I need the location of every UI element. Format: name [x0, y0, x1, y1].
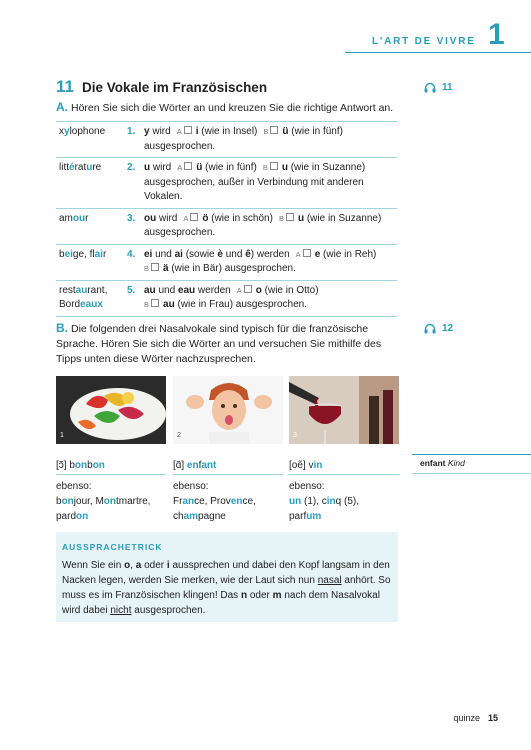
table-row — [56, 158, 397, 209]
row-text: y wird A i (wie in Insel) B ü (wie in fünf) ausgesprochen. — [141, 122, 397, 158]
header-title: L'ART DE VIVRE — [372, 36, 476, 47]
gloss-top-line — [412, 454, 531, 455]
headphones-icon — [424, 323, 436, 334]
part-b-text: Die folgenden drei Nasalvokale sind typisch für die französische Sprache. Hören Sie sich die Wörter an und versuchen Sie mithilfe des Tipps unten diese Wörter nachzusprechen. — [56, 323, 382, 365]
audio-track-11[interactable] — [424, 82, 453, 93]
photo-caption: 3 — [293, 432, 297, 439]
row-number: 2. — [123, 158, 141, 209]
photo-caption: 1 — [60, 432, 64, 439]
table-row — [56, 280, 397, 316]
row-number: 1. — [123, 122, 141, 158]
nasal-heading: [ɑ̃] enfant — [173, 460, 217, 471]
checkbox-a[interactable] — [184, 162, 192, 170]
row-text: ou wird A ö (wie in schön) B u (wie in Suzanne) ausgesprochen. — [141, 208, 397, 244]
audio-track-12[interactable] — [424, 323, 453, 334]
headphones-icon — [424, 82, 436, 93]
checkbox-b[interactable] — [270, 126, 278, 134]
nasal-column-on: [ɔ̃] bonbon ebenso: bonjour, Montmartre, pardon — [56, 458, 168, 524]
checkbox-a[interactable] — [190, 213, 198, 221]
tip-title: AUSSPRACHETRICK — [62, 542, 163, 552]
gloss-bottom-line — [412, 473, 531, 474]
example-word: littérature — [56, 158, 123, 209]
column-divider — [56, 474, 166, 475]
tip-text: Wenn Sie ein o, a oder i aussprechen und dabei den Kopf langsam in den Nacken legen, werden Sie merken, wie der Laut sich nun nasal anhört. So muss es im Französischen klingen! Das n oder m nach dem Nasalvokal wird dabei nicht ausgesprochen. — [62, 560, 391, 616]
row-number: 5. — [123, 280, 141, 316]
row-text: u wird A ü (wie in fünf) B u (wie in Suzanne) ausgesprochen, außer in Verbindung mit anderen Vokalen. — [141, 158, 397, 209]
checkbox-b[interactable] — [151, 263, 159, 271]
audio-track-label: 11 — [442, 82, 453, 93]
row-text: au und eau werden A o (wie in Otto) B au (wie in Frau) ausgesprochen. — [141, 280, 397, 316]
part-b-instruction — [56, 321, 401, 367]
page-word: quinze — [453, 713, 480, 723]
table-row — [56, 244, 397, 280]
row-number: 4. — [123, 244, 141, 280]
vowel-table — [56, 121, 397, 317]
example-word: restaurant, Bordeaux — [56, 280, 123, 316]
audio-track-label: 12 — [442, 323, 454, 334]
table-row — [56, 208, 397, 244]
example-word: amour — [56, 208, 123, 244]
row-number: 3. — [123, 208, 141, 244]
nasal-column-an: [ɑ̃] enfant ebenso: France, Provence, champagne — [173, 458, 285, 524]
checkbox-a[interactable] — [184, 126, 192, 134]
photo-caption: 2 — [177, 432, 181, 439]
nasal-heading: [oẽ] vin — [289, 460, 323, 471]
checkbox-b[interactable] — [270, 162, 278, 170]
checkbox-a[interactable] — [244, 285, 252, 293]
column-divider — [173, 474, 283, 475]
photo-gummy-candy — [56, 376, 166, 444]
column-divider — [289, 474, 399, 475]
row-text: ei und ai (sowie è und ê) werden A e (wie in Reh) B ä (wie in Bär) ausgesprochen. — [141, 244, 397, 280]
table-row — [56, 122, 397, 158]
checkbox-b[interactable] — [151, 299, 159, 307]
section-number: 11 — [56, 77, 74, 96]
part-a-letter: A. — [56, 100, 68, 114]
nasal-column-in: [oẽ] vin ebenso: un (1), cinq (5), parfum — [289, 458, 401, 524]
header-divider — [345, 52, 531, 53]
vocab-gloss: enfant Kind — [420, 458, 465, 468]
part-b-letter: B. — [56, 321, 68, 335]
chapter-number: 1 — [488, 18, 505, 51]
photo-red-wine — [289, 376, 399, 444]
page-number: 15 — [487, 713, 498, 723]
example-word: beige, flair — [56, 244, 123, 280]
page-footer — [453, 713, 498, 723]
section-title: Die Vokale im Französischen — [82, 80, 268, 95]
part-a-text: Hören Sie sich die Wörter an und kreuzen Sie die richtige Antwort an. — [71, 102, 394, 114]
part-a-instruction — [56, 100, 393, 116]
checkbox-a[interactable] — [303, 249, 311, 257]
example-word: xylophone — [56, 122, 123, 158]
checkbox-b[interactable] — [286, 213, 294, 221]
photo-child-face — [173, 376, 283, 444]
nasal-heading: [ɔ̃] bonbon — [56, 460, 105, 471]
